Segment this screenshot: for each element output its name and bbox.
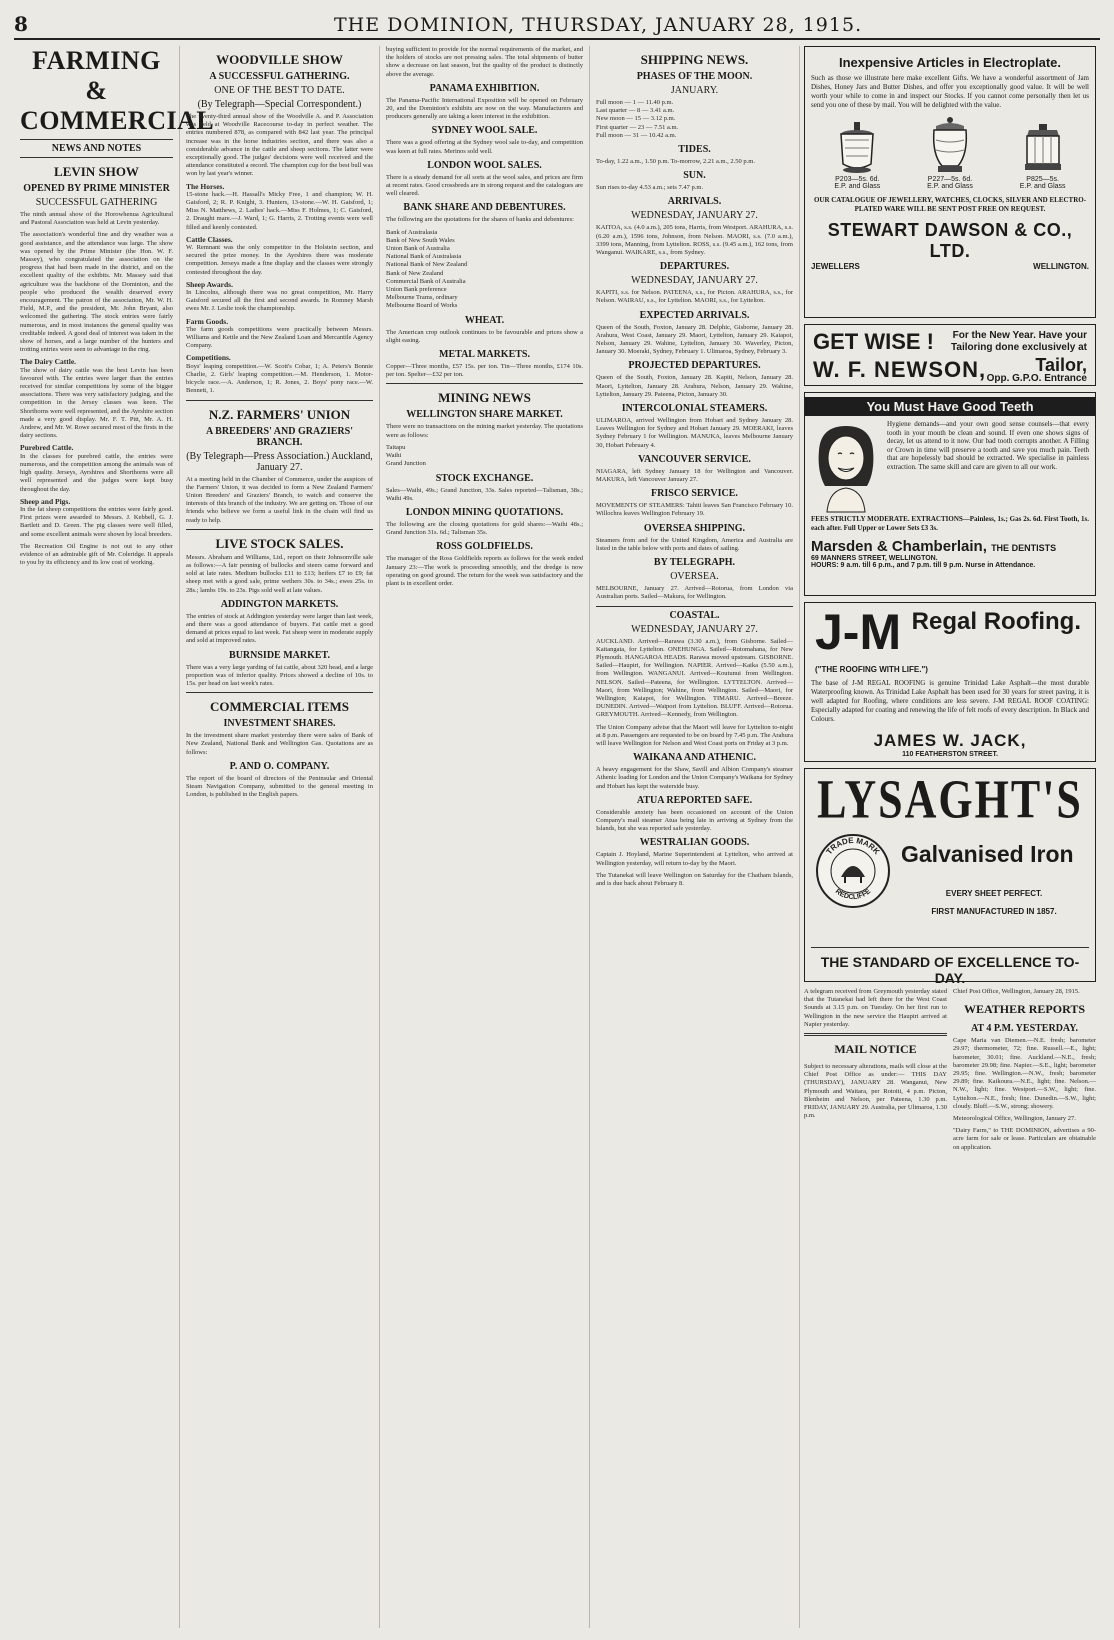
vancouver-body: NIAGARA, left Sydney January 18 for Wellington and Vancouver. MAKURA, left Vancouver January 27. bbox=[596, 467, 793, 484]
article-body-farm-goods: The farm goods competitions were practically between Messrs. Williams and Kettle and the New Zealand Loan and Mercantile Agency Company. bbox=[186, 325, 373, 350]
article-body-dairy: The show of dairy cattle was the best Levin has been favoured with. The entries were larger than the entries received for similar competitions by some of the bigger associations. There was very satisfactory judging, and the competition in the Jersey classes was keen. The Shorthorns were well represented, and the Ayrshire section made a very good display. Mr. F. T. Pitt, Mr. A. H. Andrew, and Mr. W. Rowe secured most of the firsts in the dairy sections. bbox=[20, 366, 173, 440]
divider bbox=[186, 400, 373, 401]
subsection-expected: EXPECTED ARRIVALS. bbox=[639, 309, 750, 321]
item-sub: E.P. and Glass bbox=[834, 183, 881, 190]
bank-row: Bank of New South Wales bbox=[386, 236, 455, 244]
article-body-addington: The entries of stock at Addington yesterday were larger than last week, and there was a good attendance of buyers. Fat cattle met a good demand at prices equal to last week. Fat sheep were in moderate supply and sold at improved rates. bbox=[186, 612, 373, 645]
bank-row: National Bank of New Zealand bbox=[386, 261, 468, 269]
item-p825 bbox=[1015, 120, 1071, 190]
mine-row: Taitapu bbox=[386, 443, 406, 451]
article-title-shipping: SHIPPING NEWS. bbox=[640, 52, 749, 67]
subsection-dairy: The Dairy Cattle. bbox=[20, 357, 77, 367]
subsection-frisco: FRISCO SERVICE. bbox=[651, 488, 738, 500]
article-subtitle-woodville: A SUCCESSFUL GATHERING. bbox=[209, 71, 350, 82]
ad-dentists-address: 69 MANNERS STREET, WELLINGTON. bbox=[811, 555, 938, 563]
mine-row: Waihi bbox=[386, 452, 402, 460]
subsection-competitions: Competitions. bbox=[186, 353, 231, 363]
article-body-wheat: The American crop outlook continues to be favourable and prices show a slight easing. bbox=[386, 328, 583, 344]
trade-mark-seal-icon bbox=[815, 833, 891, 909]
divider bbox=[186, 692, 373, 693]
intercolonial-body: ULIMAROA, arrived Wellington from Hobart and Sydney January 28. Leaves Wellington for Sydney and Hobart January 29. MOERAKI, leaves Sydney February 1 for Wellington. MANUKA, leaves Melbourne January 30, Hobart February 4. bbox=[596, 417, 793, 449]
tides-body: To-day, 1.22 a.m., 1.50 p.m. To-morrow, 2.21 a.m., 2.50 p.m. bbox=[596, 158, 755, 166]
bank-row: Melbourne Trams, ordinary bbox=[386, 294, 458, 302]
article-title-farmers-union: N.Z. FARMERS' UNION bbox=[208, 406, 351, 422]
section-title-farming: FARMING & COMMERCIAL bbox=[20, 46, 215, 135]
ad-newson-headline: GET WISE ! bbox=[813, 329, 934, 354]
moon-table bbox=[596, 99, 793, 140]
item-label: P825—5s. bbox=[1026, 176, 1059, 183]
subsection-tides: TIDES. bbox=[678, 144, 711, 156]
item-sub: E.P. and Glass bbox=[927, 183, 973, 190]
divider bbox=[386, 383, 583, 384]
subsection-wheat: WHEAT. bbox=[464, 314, 505, 326]
bottom-notices-left bbox=[804, 988, 947, 1156]
bank-row: Union Bank of Australia bbox=[386, 245, 450, 253]
bank-row: National Bank of Australasia bbox=[386, 253, 462, 261]
movements-body: The Tutanekai will leave Wellington on Saturday for the Chatham Islands, and is due back about February 8. bbox=[596, 871, 793, 887]
butter-dish-icon bbox=[1015, 120, 1071, 176]
subsection-sheep-pigs: Sheep and Pigs. bbox=[20, 496, 71, 506]
article-title-woodville: WOODVILLE SHOW bbox=[216, 52, 343, 67]
article-title-mining: MINING NEWS bbox=[438, 390, 531, 406]
subsection-burnside: BURNSIDE MARKET. bbox=[229, 649, 330, 661]
meteorologist-note: Meteorological Office, Wellington, January 27. bbox=[953, 1115, 1076, 1123]
divider bbox=[20, 139, 173, 140]
subsection-intercolonial: INTERCOLONIAL STEAMERS. bbox=[621, 403, 768, 415]
column-advertisements bbox=[800, 46, 1100, 1628]
telegram-note: A telegram received from Greymouth yesterday stated that the Tutanekai had left there for the West Coast Sounds at 3.15 p.m. on Tuesday. On her first run to Wellington in the new service the Haupiri arrived at Napier yesterday. bbox=[804, 988, 947, 1028]
departures-date: WEDNESDAY, JANUARY 27. bbox=[631, 275, 758, 287]
subsection-london-mining: LONDON MINING QUOTATIONS. bbox=[405, 506, 564, 518]
subsection-pando: P. AND O. COMPANY. bbox=[229, 760, 330, 772]
divider bbox=[186, 529, 373, 530]
article-body-ross-goldfields: The manager of the Ross Goldfields reports as follows for the week ended January 23:—The work is proceeding smoothly, and the dredge is now operating on good ground. The return for the week was satisfactory and the plant is in excellent order. bbox=[386, 555, 583, 587]
smiling-woman-icon bbox=[811, 420, 881, 512]
article-body-stock-exchange: Sales—Waihi, 49s.; Grand Junction, 33s. Sales reported—Talisman, 38s.; Waihi 49s. bbox=[386, 486, 583, 502]
subsection-share-market: WELLINGTON SHARE MARKET. bbox=[406, 409, 563, 421]
ad-jm-tagline: ("THE ROOFING WITH LIFE.") bbox=[815, 665, 928, 674]
ad-newson-location: Opp. G.P.O. Entrance bbox=[986, 373, 1087, 384]
article-body-london-wool: There is a steady demand for all sorts at the wool sales, and prices are firm at recent rates. Good crossbreds are in strong request and the catalogues are well cleared. bbox=[386, 173, 583, 198]
subsection-sydney-wool: SYDNEY WOOL SALE. bbox=[431, 125, 538, 137]
masthead-title: THE DOMINION, THURSDAY, JANUARY 28, 1915. bbox=[334, 14, 863, 36]
article-subtitle-levin: OPENED BY PRIME MINISTER bbox=[23, 183, 170, 194]
moon-row: New moon — 15 — 3.12 p.m. bbox=[596, 115, 676, 123]
article-body-livestock: Messrs. Abraham and Williams, Ltd., report on their Johnsonville sale as follows:—A fair penning of bullocks and steers came forward and sold at late rates. Medium bullocks £11 to £13; heifers £7 to £9; fat sheep met with a good sale, prime wethers 30s. to 34s.; ewes 25s. to 28s.; lambs 19s. to 23s. Pigs sold well at late values. bbox=[186, 553, 373, 594]
subsection-sheep-awards: Sheep Awards. bbox=[186, 279, 233, 289]
article-title-livestock: LIVE STOCK SALES. bbox=[215, 535, 344, 551]
ad-firm-trade: JEWELLERS bbox=[811, 262, 860, 271]
electroplate-items bbox=[811, 118, 1089, 190]
bank-row: Union Bank preference bbox=[386, 286, 447, 294]
ad-lysaght bbox=[804, 768, 1096, 986]
subsection-cattle: Cattle Classes. bbox=[186, 234, 233, 244]
article-body-woodville: The twenty-third annual show of the Woodville A. and P. Association was held at Woodville Racecourse to-day in perfect weather. The entries numbered 878, as compared with 842 last year. The principal increase was in the horse industries section, and there was also a considerable advance in the cattle and sheep sections. The latter were exceptionally good. The judges' decisions were well received and the attendance constituted a record. The champion cup for the best bull was won by last year's winner. bbox=[186, 113, 373, 178]
article-body-markets-intro: buying sufficient to provide for the normal requirements of the market, and the holders of stocks are not pressing sales. The total shipments of butter show a decrease on last season, but the quality of the product is distinctly above the average. bbox=[386, 46, 583, 78]
article-body-metal: Copper—Three months, £57 15s. per ton. Tin—Three months, £174 10s. per ton. Spelter—£32 per ton. bbox=[386, 363, 583, 379]
ad-dentists-headline: You Must Have Good Teeth bbox=[805, 397, 1095, 416]
ad-jm-agent: JAMES W. JACK, bbox=[873, 731, 1027, 750]
ad-newson-name: W. F. NEWSON, bbox=[813, 357, 987, 382]
subsection-by-telegraph: BY TELEGRAPH. bbox=[653, 557, 736, 569]
bank-list bbox=[386, 229, 583, 311]
oversea-body: Steamers from and for the United Kingdom, America and Australia are listed in the table below with ports and dates of sailing. bbox=[596, 536, 793, 552]
ad-lysaght-line2: FIRST MANUFACTURED IN 1857. bbox=[931, 907, 1057, 916]
weather-body: Cape Maria van Diemen.—N.E. fresh; barometer 29.97; thermometer, 72; fine. Russell.—E., light; barometer, 30.01; fine. Auckland.—N.E., fresh; barometer 29.98; fine. Napier.—S.E., light; barometer 29.95; fine. Wellington.—N.W., fresh; barometer 29.89; fine. Kaikoura.—N.E., light; fine. Nelson.—N.W., light; fine. Westport.—S.W., light; fine. Lyttelton.—N.E., fresh; fine. Dunedin.—S.W., light; cloudy. Bluff.—S.W., strong; showery. bbox=[953, 1037, 1096, 1110]
bank-row: Melbourne Board of Works bbox=[386, 302, 458, 310]
ad-dentists-firm bbox=[811, 538, 1089, 555]
ad-dentists-desc: Hygiene demands—and your own good sense counsels—that every tooth in your mouth be clean and sound. If even one shows signs of decay, let us attend to it now. Our bad tooth corrupts another. A Filling or Crown in time will preserve a tooth and save you much pain. Teeth that are hopelessly bad should be extracted. We specialise in painless extraction. The same skill and care are given to all our work. bbox=[887, 420, 1089, 471]
ad-firm-line bbox=[811, 262, 1089, 271]
column-markets bbox=[380, 46, 590, 1628]
article-lead-levin: The ninth annual show of the Horowhenua Agricultural and Pastoral Association was held at Levin yesterday. bbox=[20, 211, 173, 227]
bottom-notices-right bbox=[953, 988, 1096, 1156]
subsection-addington: ADDINGTON MARKETS. bbox=[220, 598, 339, 610]
ad-dentists-hours: HOURS: 9 a.m. till 6 p.m., and 7 p.m. till 9 p.m. Nurse in Attendance. bbox=[811, 562, 1036, 570]
article-title-levin: LEVIN SHOW bbox=[54, 164, 139, 179]
article-subtitle-farmers-union: A BREEDERS' AND GRAZIERS' BRANCH. bbox=[206, 425, 353, 448]
item-label: P227—5s. 6d. bbox=[927, 176, 973, 183]
subsection-stock-exchange: STOCK EXCHANGE. bbox=[435, 472, 534, 484]
chief-post-office: Chief Post Office, Wellington, January 28, 1915. bbox=[953, 988, 1080, 995]
mail-notice-title: MAIL NOTICE bbox=[834, 1042, 917, 1057]
moon-row: Full moon — 31 — 10.42 a.m. bbox=[596, 131, 677, 139]
subsection-oversea: OVERSEA SHIPPING. bbox=[643, 522, 746, 534]
moon-row: Last quarter — 8 — 3.41 a.m. bbox=[596, 107, 675, 115]
mine-list bbox=[386, 444, 583, 469]
article-body-horses: 15-stone hack.—H. Hassall's Micky Free, 1 and champion; W. H. Gaisford, 2; R. P. Knight, 3. Hunters, 13-stone.—W. H. Gaisford, 1; Miss N. Matthews, 2. Ladies' hack.—Miss F. Holmes, 1; C. Gaisford, 2. Draught mare.—J. Ward, 1; G. Harris, 2. Trotting events were well filled and keenly contested. bbox=[186, 190, 373, 231]
mail-notice-body: Subject to necessary alterations, mails will close at the Chief Post Office as under:— THIS DAY (THURSDAY), JANUARY 28. Wanganui, New Plymouth and Waitara, per Rotoiti, 4 p.m. Picton, Blenheim and Nelson, per Pateena, 1.30 p.m. FRIDAY, JANUARY 29. Australia, per Ulimaroa, 1.30 p.m. bbox=[804, 1063, 947, 1120]
ad-jm-product: Regal Roofing. bbox=[911, 608, 1081, 635]
item-sub: E.P. and Glass bbox=[1019, 183, 1066, 190]
subsection-coastal: COASTAL. bbox=[669, 609, 720, 621]
article-body-burnside: There was a very large yarding of fat cattle, about 320 head, and a large proportion was of inferior quality. Prices showed a decline of 10s. to 15s. per head on last week's rates. bbox=[186, 663, 373, 687]
subsection-arrivals: ARRIVALS. bbox=[667, 196, 722, 208]
subsection-investment-shares: INVESTMENT SHARES. bbox=[223, 718, 336, 730]
ad-dentists-body bbox=[811, 420, 1089, 512]
article-subtitle-levin-2: SUCCESSFUL GATHERING bbox=[35, 197, 158, 208]
byline-woodville: (By Telegraph—Special Correspondent.) bbox=[197, 99, 362, 110]
subsection-moon: PHASES OF THE MOON. bbox=[636, 71, 753, 82]
article-body-commercial: In the investment share market yesterday there were sales of Bank of New Zealand, National Bank and Wellington Gas. Quotations are as follows: bbox=[186, 732, 373, 756]
article-body-purebred: In the classes for purebred cattle, the entries were numerous, and the competition among the animals was of high quality. Jerseys, Ayrshires and Shorthorns were all well represented and the judges were kept busy throughout the day. bbox=[20, 452, 173, 493]
ad-dentists-trade: THE DENTISTS bbox=[991, 543, 1057, 554]
ad-dentists bbox=[804, 392, 1096, 596]
article-title-commercial: COMMERCIAL ITEMS bbox=[209, 699, 350, 715]
ad-lysaght-line1: EVERY SHEET PERFECT. bbox=[945, 889, 1043, 898]
article-body-cattle: W. Remnant was the only competitor in the Holstein section, and secured the prize money. In the Ayrshires there was moderate competition. Jerseys made a fine display and the classes were strongly contested throughout the day. bbox=[186, 244, 373, 276]
subhead-news-notes: NEWS AND NOTES bbox=[51, 143, 142, 154]
divider bbox=[20, 157, 173, 158]
subsection-farm-goods: Farm Goods. bbox=[186, 316, 229, 326]
subsection-vancouver: VANCOUVER SERVICE. bbox=[638, 453, 751, 465]
weather-title: WEATHER REPORTS bbox=[963, 1002, 1086, 1017]
coastal-body: AUCKLAND. Arrived—Rarawa (3.30 a.m.), from Gisborne. Sailed—Kaitangata, for Lyttelton. ONEHUNGA. Sailed—Rotomahana, for New Plymouth. HANGAROA HEADS. Rarawa moved upstream. GISBORNE. Sailed—Haupiri, for Wellington. NAPIER. Arrived—Kaika (5.50 a.m.), from Wellington. WANGANUI. Arrived—Koutunui from Wellington. NELSON. Sailed—Pateena, for Wellington. LYTTELTON. Arrived—Maori, from Wellington; Wahine, from Wellington. Sailed—Maori, for Wellington; Kaiapoi, for Wellington. TIMARU. Arrived—Breeze. DUNEDIN. Arrived—Waipori from Lyttelton. BLUFF. Arrived—Rotorua. GREYMOUTH. Arrived—Kennedy, from Wellington. bbox=[596, 637, 793, 719]
subsection-departures: DEPARTURES. bbox=[659, 261, 730, 273]
bank-row: Bank of New Zealand bbox=[386, 269, 444, 277]
ad-jm-brand: J-M bbox=[815, 604, 902, 660]
ad-stewart-dawson bbox=[804, 46, 1096, 318]
article-body-sydney-wool: There was a good offering at the Sydney wool sale to-day, and competition was keen at full rates. Merinos sold well. bbox=[386, 139, 583, 155]
article-body-farmers-union: At a meeting held in the Chamber of Commerce, under the auspices of the Farmers' Union, it was decided to form a New Zealand Farmers' Union Breeders' and Graziers' Branch, to watch and conserve the interests of this branch of the industry. We are getting on. Those of our friends who believe we form a useful link in the chain will find us ready to help. bbox=[186, 475, 373, 524]
westralian-body: Captain J. Hoyland, Marine Superintendent at Lyttelton, who arrived at Wellington yesterday, will return to-day by the Maori. bbox=[596, 851, 793, 867]
mine-row: Grand Junction bbox=[386, 460, 426, 468]
divider bbox=[804, 1033, 947, 1036]
sun-body: Sun rises to-day 4.53 a.m.; sets 7.47 p.m. bbox=[596, 184, 704, 192]
subsection-projected: PROJECTED DEPARTURES. bbox=[628, 360, 761, 372]
moon-row: Full moon — 1 — 11.40 p.m. bbox=[596, 99, 674, 106]
column-woodville bbox=[180, 46, 380, 1628]
subsection-panama: PANAMA EXHIBITION. bbox=[429, 82, 540, 94]
ad-dentists-firm-name: Marsden & Chamberlain, bbox=[811, 538, 987, 556]
moon-row: First quarter — 23 — 7.51 a.m. bbox=[596, 123, 679, 131]
ad-newson-tagline: For the New Year. Have your Tailoring done exclusively at bbox=[951, 330, 1087, 353]
frisco-body: MOVEMENTS OF STEAMERS: Tahiti leaves San Francisco February 10. Willochra leaves Wellington February 19. bbox=[596, 502, 793, 518]
article-subtitle-woodville-2: ONE OF THE BEST TO DATE. bbox=[214, 85, 345, 96]
subsection-bank-shares: BANK SHARE AND DEBENTURES. bbox=[403, 202, 566, 214]
arrivals-date: WEDNESDAY, JANUARY 27. bbox=[631, 210, 758, 222]
article-body-london-mining: The following are the closing quotations for gold shares:—Waihi 48s.; Grand Junction 31s. 6d.; Talisman 35s. bbox=[386, 520, 583, 537]
dairy-farm-note: "Dairy Farm," to THE DOMINION, advertises a 90-acre farm for sale or lease. Particulars are obtainable on application. bbox=[953, 1127, 1096, 1151]
masthead bbox=[14, 10, 1100, 40]
subsection-atua: ATUA REPORTED SAFE. bbox=[636, 794, 753, 806]
subsection-purebred: Purebred Cattle. bbox=[20, 443, 74, 453]
subsection-horses: The Horses. bbox=[186, 181, 225, 191]
weather-subtitle: AT 4 P.M. YESTERDAY. bbox=[970, 1023, 1079, 1035]
bottom-notices bbox=[804, 988, 1096, 1156]
ad-jm-roofing bbox=[804, 602, 1096, 762]
subsection-metal: METAL MARKETS. bbox=[439, 349, 530, 361]
expected-body: Queen of the South, Foxton, January 28. Delphic, Gisborne, January 28. Arahura, West Coast, January 29. Maori, Lyttelton, January 29. Kaiapoi, Nelson, January 29. Wahine, Lyttelton, January 30. Waverley, Picton, January 30. Moeraki, Sydney, February 1. Ulimaroa, Sydney, February 3. bbox=[596, 323, 793, 356]
shipping-notes: The Union Company advise that the Maori will leave for Lyttelton to-night at 8 p.m. Passengers are requested to be on board by 7.45 p.m. The Arahura will leave Wellington for Nelson and West Coast ports on Friday at 3 p.m. bbox=[596, 723, 793, 747]
bank-row: Bank of Australasia bbox=[386, 228, 438, 236]
ad-electroplate-title: Inexpensive Articles in Electroplate. bbox=[838, 55, 1062, 70]
svg-text:TRADE MARK: TRADE MARK bbox=[824, 835, 882, 857]
subsection-waikana: WAIKANA AND ATHENIC. bbox=[633, 752, 756, 764]
byline-farmers-union: (By Telegraph—Press Association.) Auckland, January 27. bbox=[186, 450, 373, 473]
article-body-competitions: Boys' leaping competition.—W. Scott's Cobar, 1; A. Peters's Bonnie Charlie, 2. Girls' leaping competition.—M. Henderson, 1. Motor-bicycle race.—A. Anderson, 1; R. Jones, 2. Boys' pony race.—W. Bennett, 1. bbox=[186, 362, 373, 395]
article-body-panama: The Panama-Pacific International Exposition will be opened on February 20, and the Dominion's exhibits are now on the way. Manufacturers and producers generally are taking a keen interest in the exhibition. bbox=[386, 96, 583, 121]
subsection-sun: SUN. bbox=[683, 170, 706, 182]
ad-lysaght-brand: LYSAGHT'S bbox=[817, 768, 1083, 830]
ad-lysaght-lines bbox=[901, 885, 1087, 921]
ad-jm-address: 110 FEATHERSTON STREET. bbox=[902, 751, 998, 758]
item-label: P203—5s. 6d. bbox=[835, 176, 880, 183]
article-body-mining: There were no transactions on the mining market yesterday. The quotations were as follows: bbox=[386, 423, 583, 439]
divider bbox=[596, 606, 793, 607]
article-body-closing: The Recreation Oil Engine is not out to any other evidence of an admirable gift of Mr. Coleridge. It appeals to you by its efficiency and its low cost of working. bbox=[20, 542, 173, 567]
article-body-levin: The association's wonderful fine and dry weather was a good assistance, and the attendance was large. The show was opened by the Prime Minister (the Hon. W. F. Massey), who congratulated the association on the progress that had been made in the district, and on the excellent quality of the exhibits. Mr. Massey said that agriculture was the backbone of the Dominion, and the people who produced the wealth deserved every encouragement. The patron of the association, Mr. W. H. Field, M.P., and the president, Mr. John Bryant, also welcomed the gathering. The stock entries were fairly numerous, and in most instances the general quality was creditable indeed. A good deal of interest was taken in the show of horses, and a large number of the hunters and trotting entries were seen to advantage in the ring. bbox=[20, 231, 173, 354]
ad-lysaght-standard: THE STANDARD OF EXCELLENCE TO-DAY. bbox=[811, 947, 1089, 986]
coastal-date: WEDNESDAY, JANUARY 27. bbox=[631, 623, 758, 635]
item-p203 bbox=[829, 120, 885, 190]
column-shipping bbox=[590, 46, 800, 1628]
arrivals-body: KAITOA, s.s. (4.0 a.m.), 205 tons, Harris, from Westport. ARAHURA, s.s. (6.20 a.m.), 1596 tons, Johnson, from Nelson. MAORI, s.s. (7.0 a.m.), 3399 tons, Manning, from Lyttelton. ROSS, s.s. (9.45 a.m.), 162 tons, from Wanganui. WAIKARE, s.s., from Sydney. bbox=[596, 224, 793, 257]
moon-month: JANUARY. bbox=[670, 85, 719, 96]
ad-catalogue-note: OUR CATALOGUE OF JEWELLERY, WATCHES, CLOCKS, SILVER AND ELECTRO-PLATED WARE WILL BE SENT POST FREE ON REQUEST. bbox=[813, 196, 1087, 213]
jam-dish-icon bbox=[829, 120, 885, 176]
svg-text:REDCLIFFE: REDCLIFFE bbox=[833, 888, 873, 902]
article-body-sheep-awards: In Lincolns, although there was no great competition, Mr. Harry Gaisford secured all the first and second awards. In Romney Marsh ewes Mr. J. Leslie took the championship. bbox=[186, 289, 373, 313]
subsection-ross-goldfields: ROSS GOLDFIELDS. bbox=[436, 541, 533, 553]
item-p227 bbox=[922, 116, 978, 190]
telegraph-sub: OVERSEA. bbox=[670, 571, 719, 583]
bank-row: Commercial Bank of Australia bbox=[386, 277, 466, 285]
subsection-london-wool: LONDON WOOL SALES. bbox=[427, 159, 542, 171]
article-body-sheep-pigs: In the fat sheep competitions the entries were fairly good. First prizes were awarded to Messrs. J. Kebbell, G. J. Bartlett and D. Green. The pig classes were well filled, and some excellent animals were shown by local breeders. bbox=[20, 505, 173, 538]
telegraph-body: MELBOURNE, January 27. Arrived—Rotorua, from London via Australian ports. Sailed—Makura, for Wellington. bbox=[596, 585, 793, 601]
waikana-body: A heavy engagement for the Shaw, Savill and Albion Company's steamer Athenic loading for London and the Union Company's Waikana for Sydney and Hobart has kept the waterside busy. bbox=[596, 766, 793, 790]
ad-jm-desc: The base of J-M REGAL ROOFING is genuine Trinidad Lake Asphalt—the most durable Waterproofing known. As Trinidad Lake Asphalt has been used for 30 years for street paving, it is well adapted for Roofing, where conditions are less severe. J-M REGAL ROOF COATING: Especially adapted for coating and renewing the life of felt roofs of every description. In Black and Colours. bbox=[811, 679, 1089, 723]
ad-firm-city: WELLINGTON. bbox=[1033, 262, 1089, 271]
ad-newson bbox=[804, 324, 1096, 386]
projected-body: Queen of the South, Foxton, January 28. Kapiti, Nelson, January 28. Maori, Lyttelton, January 28. Arahura, Nelson, January 29. Wahine, Lyttelton, January 29. Pateena, Picton, January 30. bbox=[596, 374, 793, 398]
ad-newson-trade: Tailor, bbox=[1035, 355, 1087, 375]
article-body-bank-shares: The following are the quotations for the shares of banks and debentures: bbox=[386, 216, 574, 224]
departures-body: KAPITI, s.s. for Nelson. PATEENA, s.s., for Picton. ARAHURA, s.s., for Nelson. WAIRAU, s.s., for Lyttelton. MAORI, s.s., for Lyttelton. bbox=[596, 289, 793, 305]
ad-lysaght-product: Galvanised Iron bbox=[901, 841, 1074, 867]
ad-dentists-prices: FEES STRICTLY MODERATE. EXTRACTIONS—Painless, 1s.; Gas 2s. 6d. First Tooth, 1s. each after. Full Upper or Lower Sets £3 3s. bbox=[811, 515, 1089, 532]
honey-jar-icon bbox=[922, 116, 978, 176]
ad-electroplate-desc: Such as those we illustrate here make excellent Gifts. We have a wonderful assortment of Jam Dishes, Honey Jars and Butter Dishes, and offer you exceptionally good value. It will be well worth your while to come in and inspect our Stocks. If you cannot come personally then let us send you one of these by mail. You will be delighted with the value. bbox=[811, 74, 1089, 109]
subsection-westralian: WESTRALIAN GOODS. bbox=[639, 837, 750, 849]
atua-body: Considerable anxiety has been occasioned on account of the Union Company's mail steamer Atua being late in arriving at Sydney from the Islands, but she was reported safe yesterday. bbox=[596, 808, 793, 833]
article-body-pando: The report of the board of directors of the Peninsular and Oriental Steam Navigation Company, submitted to the general meeting in London, is published in the English papers. bbox=[186, 774, 373, 799]
ad-firm-name: STEWART DAWSON & CO., LTD. bbox=[827, 220, 1073, 261]
page-number: 8 bbox=[14, 12, 28, 36]
